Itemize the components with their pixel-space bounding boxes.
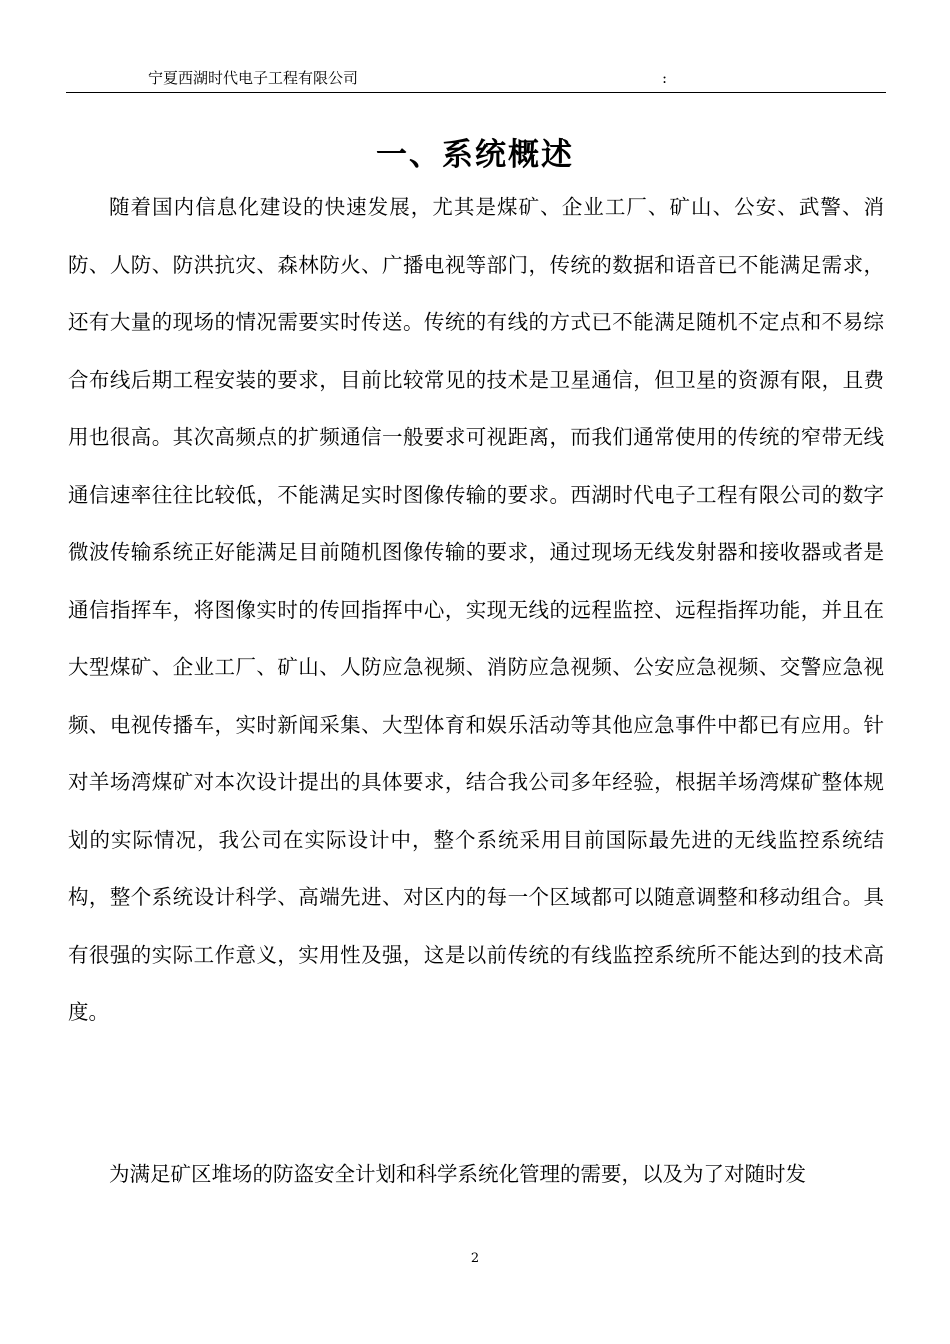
body-paragraph-2: 为满足矿区堆场的防盗安全计划和科学系统化管理的需要，以及为了对随时发	[109, 1162, 806, 1186]
section-title: 一、系统概述	[376, 136, 574, 173]
header-mark: :	[662, 69, 668, 87]
body-paragraph-1: 随着国内信息化建设的快速发展，尤其是煤矿、企业工厂、矿山、公安、武警、消防、人防、防洪抗灾、森林防火、广播电视等部门，传统的数据和语音已不能满足需求，还有大量的现场的情况需要实时传送。传统的有线的方式已不能满足随机不定点和不易综合布线后期工程安装的要求，目前比较常见的技术是卫星通信，但卫星的资源有限，且费用也很高。其次高频点的扩频通信一般要求可视距离，而我们通常使用的传统的窄带无线通信速率往往比较低，不能满足实时图像传输的要求。西湖时代电子工程有限公司的数字微波传输系统正好能满足目前随机图像传输的要求，通过现场无线发射器和接收器或者是通信指挥车，将图像实时的传回指挥中心，实现无线的远程监控、远程指挥功能，并且在大型煤矿、企业工厂、矿山、人防应急视频、消防应急视频、公安应急视频、交警应急视频、电视传播车，实时新闻采集、大型体育和娱乐活动等其他应急事件中都已有应用。针对羊场湾煤矿对本次设计提出的具体要求，结合我公司多年经验，根据羊场湾煤矿整体规划的实际情况，我公司在实际设计中，整个系统采用目前国际最先进的无线监控系统结构，整个系统设计科学、高端先进、对区内的每一个区域都可以随意调整和移动组合。具有很强的实际工作意义，实用性及强，这是以前传统的有线监控系统所不能达到的技术高度。	[68, 195, 884, 1024]
header-company-name: 宁夏西湖时代电子工程有限公司	[148, 69, 359, 87]
page-number: 2	[470, 1251, 480, 1266]
page-header	[66, 66, 886, 93]
